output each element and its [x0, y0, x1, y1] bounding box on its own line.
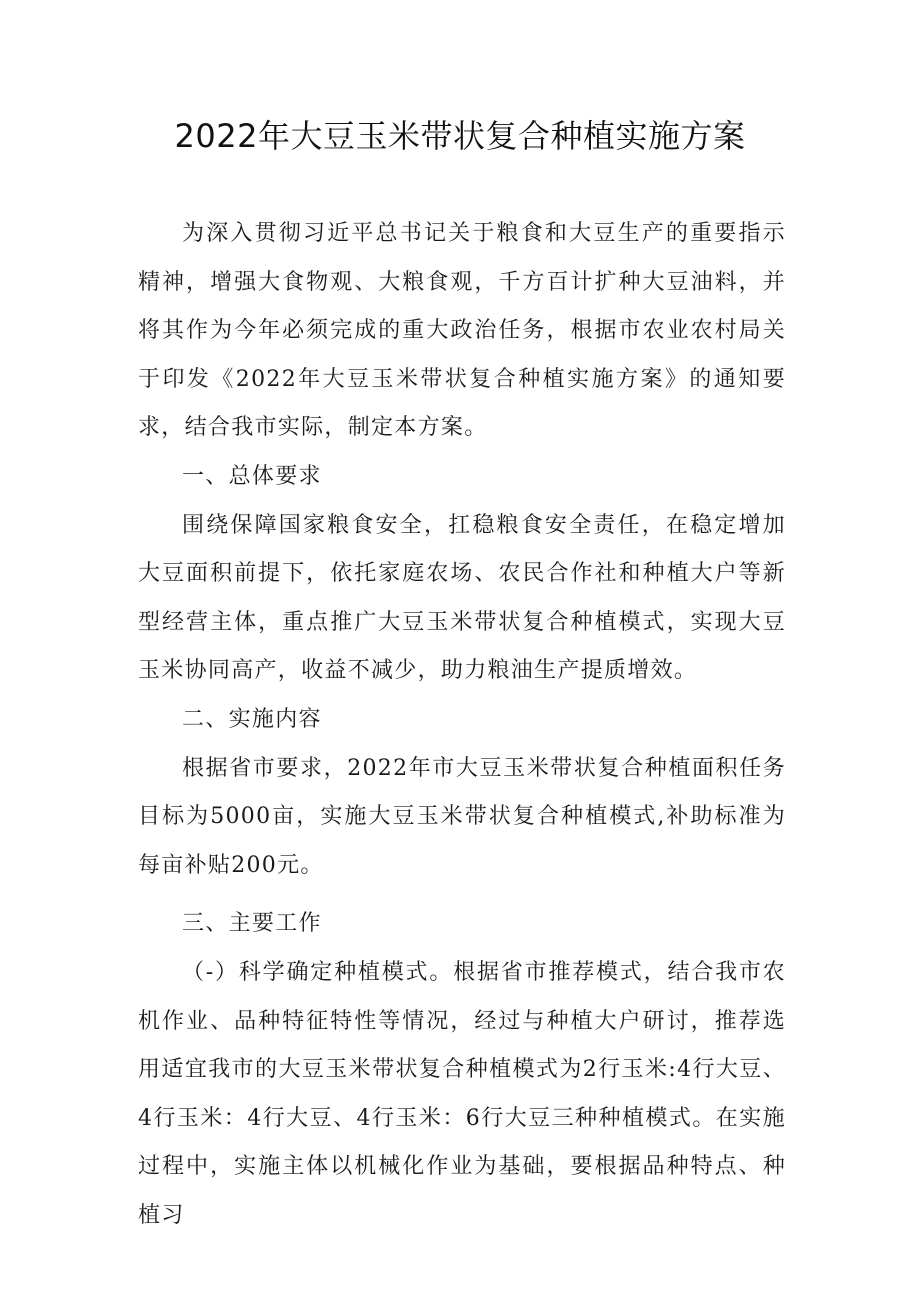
section-paragraph-implementation-content: 根据省市要求，2022年市大豆玉米带状复合种植面积任务目标为5000亩，实施大豆玉米带状复合种植模式,补助标准为每亩补贴200元。 [138, 755, 786, 878]
intro-paragraph: 为深入贯彻习近平总书记关于粮食和大豆生产的重要指示精神，增强大食物观、大粮食观，千方百计扩种大豆油料，并将其作为今年必须完成的重大政治任务，根据市农业农村局关于印发《2022年大豆玉米带状复合种植实施方案》的通知要求，结合我市实际，制定本方案。 [138, 221, 786, 441]
section-heading-overall-requirements: 一、总体要求 [182, 463, 322, 489]
section-heading-implementation-content: 二、实施内容 [182, 706, 322, 732]
section-paragraph-overall-requirements: 围绕保障国家粮食安全，扛稳粮食安全责任，在稳定增加大豆面积前提下，依托家庭农场、农民合作社和种植大户等新型经营主体，重点推广大豆玉米带状复合种植模式，实现大豆玉米协同高产，收益不减少，助力粮油生产提质增效。 [138, 512, 786, 684]
section-paragraph-main-work: （-）科学确定种植模式。根据省市推荐模式，结合我市农机作业、品种特征特性等情况，经过与种植大户研讨，推荐选用适宜我市的大豆玉米带状复合种植模式为2行玉米:4行大豆、4行玉米：4行大豆、4行玉米：6行大豆三种种植模式。在实施过程中，实施主体以机械化作业为基础，要根据品种特点、种植习 [138, 959, 786, 1228]
section-heading-main-work: 三、主要工作 [182, 911, 322, 937]
paragraph-spacer [138, 890, 786, 900]
document-title: 2022年大豆玉米带状复合种植实施方案 [174, 117, 746, 155]
document-body [138, 210, 786, 1240]
